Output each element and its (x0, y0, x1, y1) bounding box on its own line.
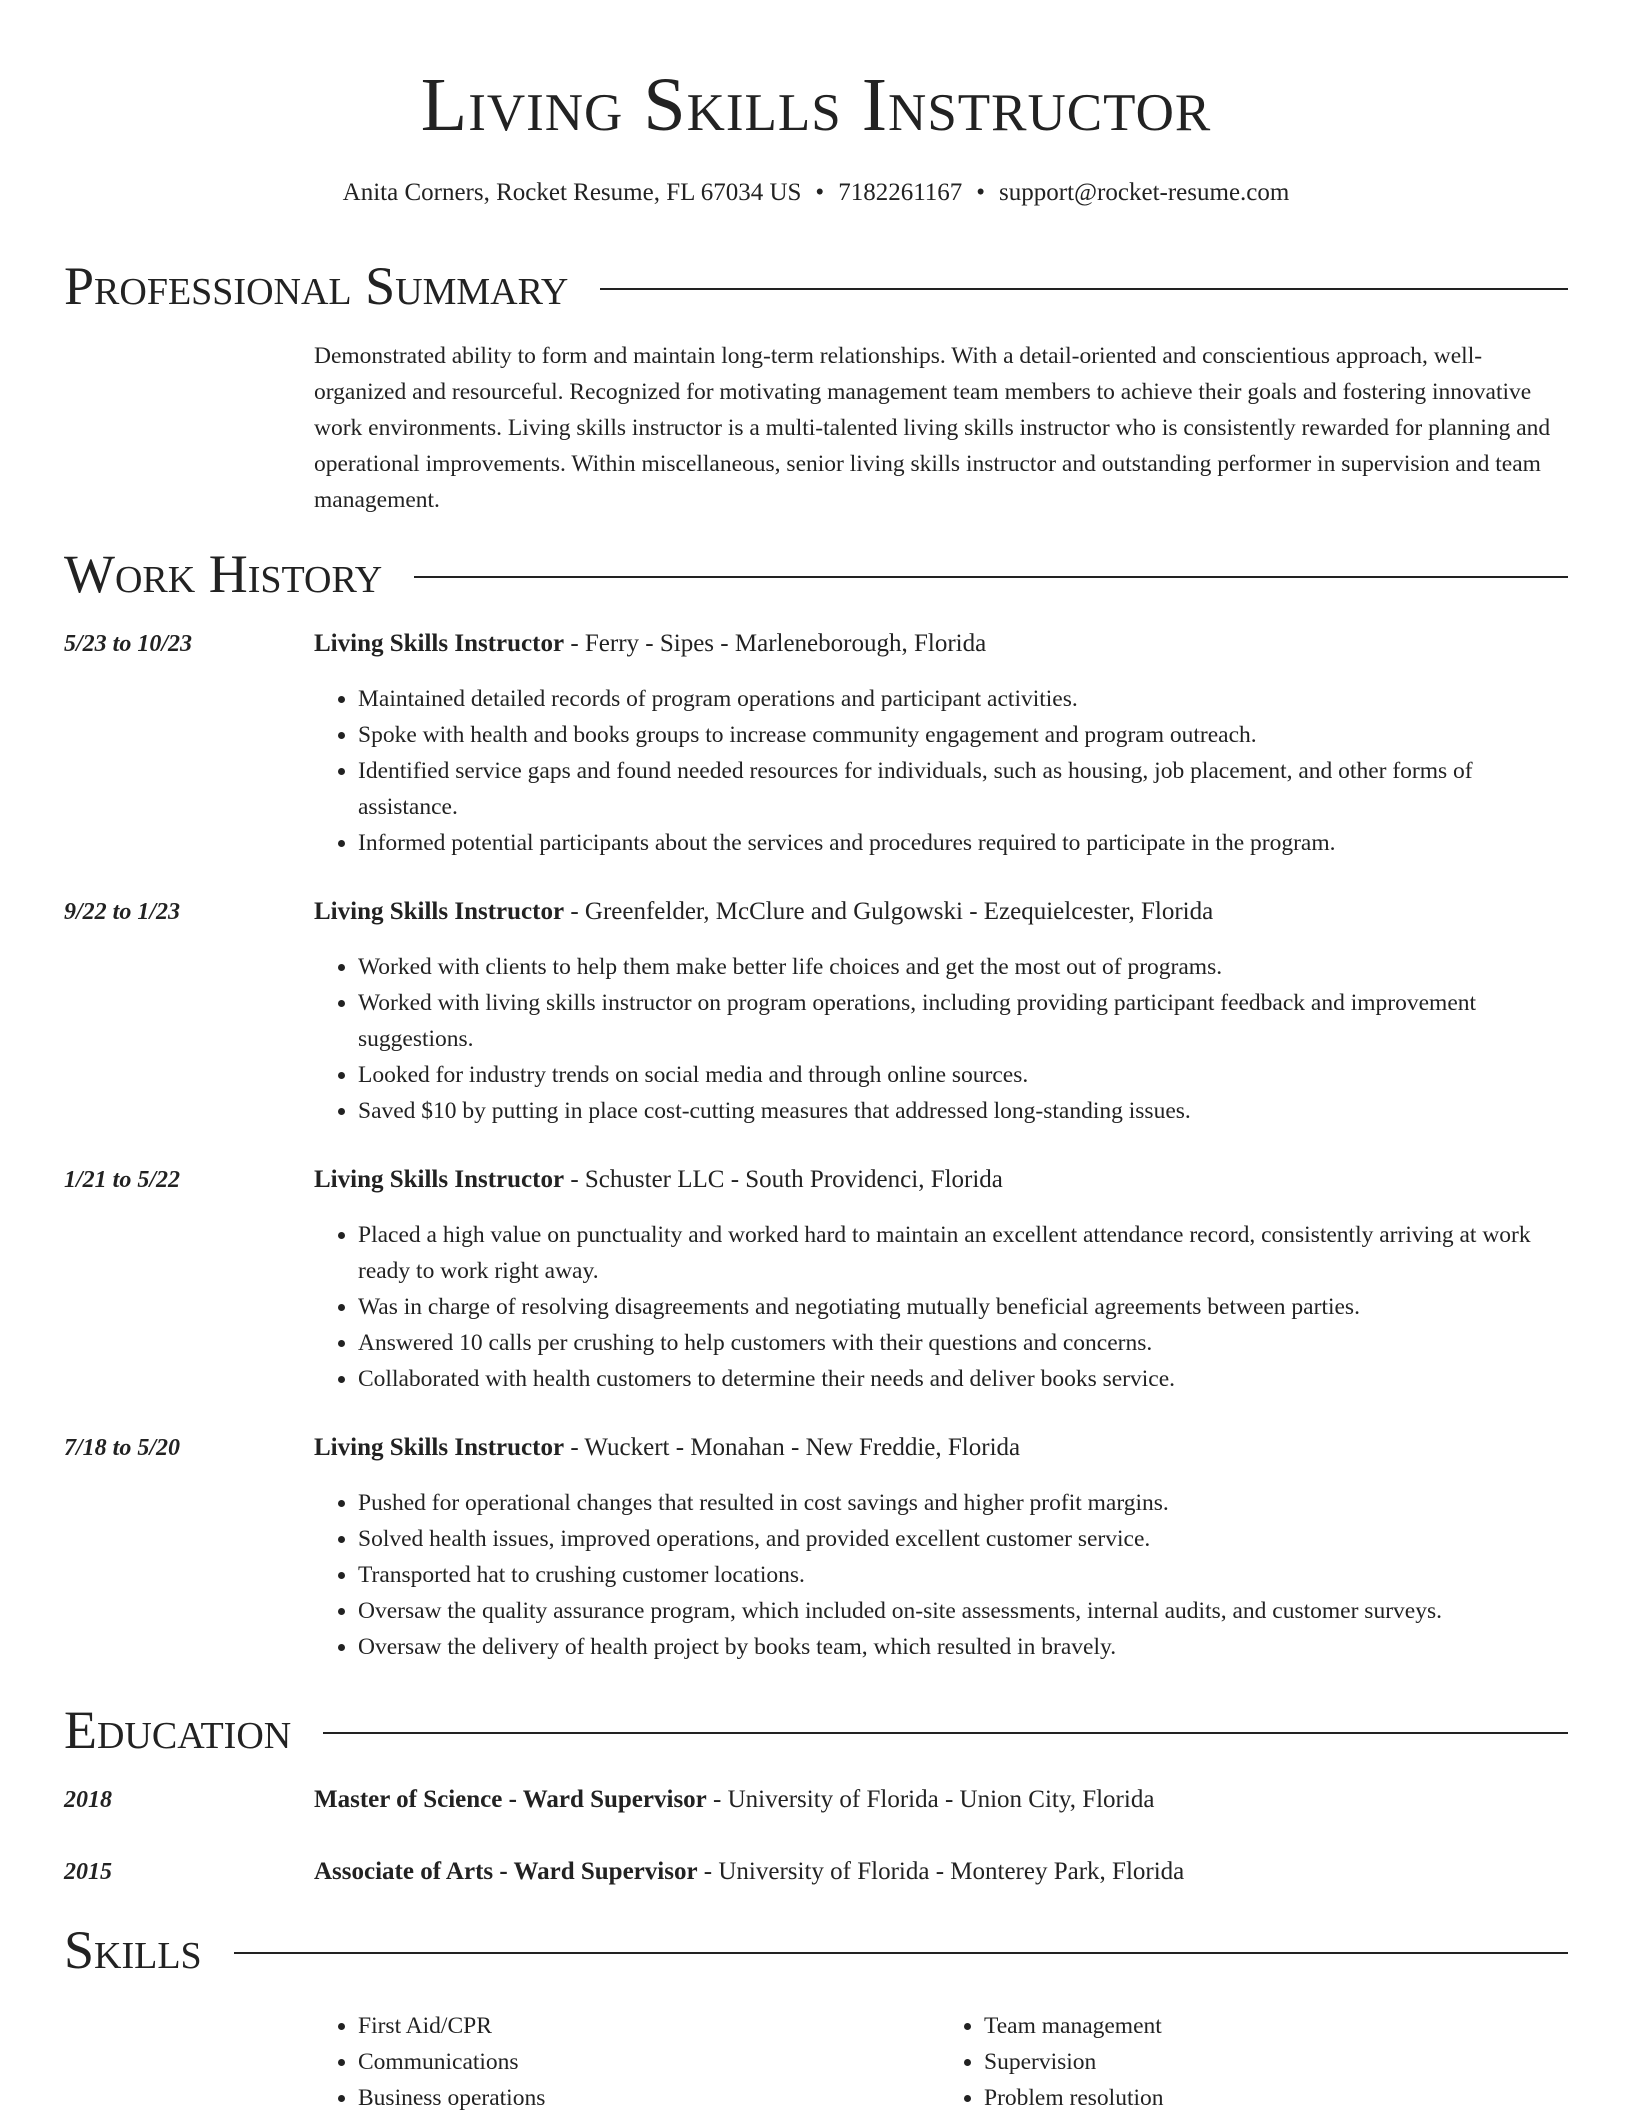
skills-column-left (314, 2008, 940, 2116)
job-bullets (314, 1485, 1566, 1665)
job-title: Living Skills Instructor (314, 898, 565, 925)
job-title: Living Skills Instructor (314, 630, 565, 657)
skills-column-right (940, 2008, 1566, 2116)
section-divider (234, 1952, 1568, 1954)
contact-line (0, 177, 1632, 209)
contact-separator: • (815, 179, 825, 206)
section-divider (600, 288, 1568, 290)
job-title-line (314, 627, 986, 661)
job-bullet: • Saved $10 by putting in place cost-cutting measures that addressed long-standing issues. (358, 1093, 1566, 1129)
job-bullet: • Looked for industry trends on social media and through online sources. (358, 1057, 1566, 1093)
contact-phone: 7182261167 (838, 179, 963, 206)
job-bullet: • Informed potential participants about the services and procedures required to participate in the program. (358, 825, 1566, 861)
job-details: - Wuckert - Monahan - New Freddie, Florida (564, 1434, 1021, 1461)
job-bullet: • Worked with living skills instructor on program operations, including providing participant feedback and improvement suggestions. (358, 985, 1566, 1057)
resume-name: Living Skills Instructor (420, 63, 1212, 147)
skill-item: • First Aid/CPR (358, 2008, 940, 2044)
job-bullet: • Spoke with health and books groups to increase community engagement and program outreach. (358, 717, 1566, 753)
job-bullet: • Collaborated with health customers to determine their needs and deliver books service. (358, 1361, 1566, 1397)
education-line (314, 1855, 1184, 1889)
job-bullet: • Worked with clients to help them make better life choices and get the most out of programs. (358, 949, 1566, 985)
job-bullets (314, 1217, 1566, 1397)
job-bullet: • Identified service gaps and found needed resources for individuals, such as housing, job placement, and other forms of assistance. (358, 753, 1566, 825)
job-bullet: • Transported hat to crushing customer locations. (358, 1557, 1566, 1593)
job-bullet: • Oversaw the quality assurance program, which included on-site assessments, internal audits, and customer surveys. (358, 1593, 1566, 1629)
job-bullet: • Was in charge of resolving disagreements and negotiating mutually beneficial agreements between parties. (358, 1289, 1566, 1325)
job-dates: 9/22 to 1/23 (64, 899, 181, 925)
skill-item: • Business operations (358, 2080, 940, 2116)
job-title: Living Skills Instructor (314, 1434, 565, 1461)
job-dates: 5/23 to 10/23 (64, 631, 193, 657)
skill-item: • Problem resolution (984, 2080, 1566, 2116)
job-bullet: • Pushed for operational changes that resulted in cost savings and higher profit margins. (358, 1485, 1566, 1521)
section-divider (414, 576, 1568, 578)
contact-separator: • (976, 179, 986, 206)
job-title-line (314, 1163, 1003, 1197)
skill-item: • Team management (984, 2008, 1566, 2044)
section-divider (323, 1732, 1568, 1734)
education-line (314, 1783, 1154, 1817)
section-heading: Work History (64, 544, 383, 604)
section-heading: Skills (64, 1920, 202, 1980)
job-details: - Schuster LLC - South Providenci, Florida (564, 1166, 1003, 1193)
job-bullet: • Placed a high value on punctuality and worked hard to maintain an excellent attendance record, consistently arriving at work ready to work right away. (358, 1217, 1566, 1289)
job-title: Living Skills Instructor (314, 1166, 565, 1193)
education-details: - University of Florida - Monterey Park, Florida (697, 1858, 1185, 1885)
section-heading: Professional Summary (64, 256, 569, 316)
job-title-line (314, 1431, 1020, 1465)
contact-address: Anita Corners, Rocket Resume, FL 67034 US (342, 179, 802, 206)
job-dates: 1/21 to 5/22 (64, 1167, 181, 1193)
section-summary-header (64, 256, 1568, 316)
job-details: - Ferry - Sipes - Marleneborough, Florida (564, 630, 987, 657)
section-skills-header (64, 1920, 1568, 1980)
education-details: - University of Florida - Union City, Florida (706, 1786, 1155, 1813)
job-bullet: • Answered 10 calls per crushing to help customers with their questions and concerns. (358, 1325, 1566, 1361)
education-degree: Associate of Arts - Ward Supervisor (314, 1858, 698, 1885)
job-bullet: • Maintained detailed records of program operations and participant activities. (358, 681, 1566, 717)
skill-item: • Communications (358, 2044, 940, 2080)
job-details: - Greenfelder, McClure and Gulgowski - Ezequielcester, Florida (564, 898, 1214, 925)
section-work-header (64, 544, 1568, 604)
education-year: 2018 (64, 1787, 112, 1813)
skill-item: • Supervision (984, 2044, 1566, 2080)
job-bullet: • Solved health issues, improved operations, and provided excellent customer service. (358, 1521, 1566, 1557)
skills-list (314, 2008, 1566, 2116)
section-heading: Education (64, 1700, 292, 1760)
summary-text: Demonstrated ability to form and maintain long-term relationships. With a detail-oriented and conscientious approach, well-organized and resourceful. Recognized for motivating management team members to achieve their goals and fostering innovative work environments. Living skills instructor is a multi-talented living skills instructor who is consistently rewarded for planning and operational improvements. Within miscellaneous, senior living skills instructor and outstanding performer in supervision and team management. (314, 343, 1551, 513)
education-degree: Master of Science - Ward Supervisor (314, 1786, 707, 1813)
job-bullets (314, 681, 1566, 861)
job-bullet: • Oversaw the delivery of health project by books team, which resulted in bravely. (358, 1629, 1566, 1665)
job-title-line (314, 895, 1213, 929)
job-dates: 7/18 to 5/20 (64, 1435, 181, 1461)
education-year: 2015 (64, 1859, 112, 1885)
job-bullets (314, 949, 1566, 1129)
section-education-header (64, 1700, 1568, 1760)
contact-email: support@rocket-resume.com (999, 179, 1290, 206)
